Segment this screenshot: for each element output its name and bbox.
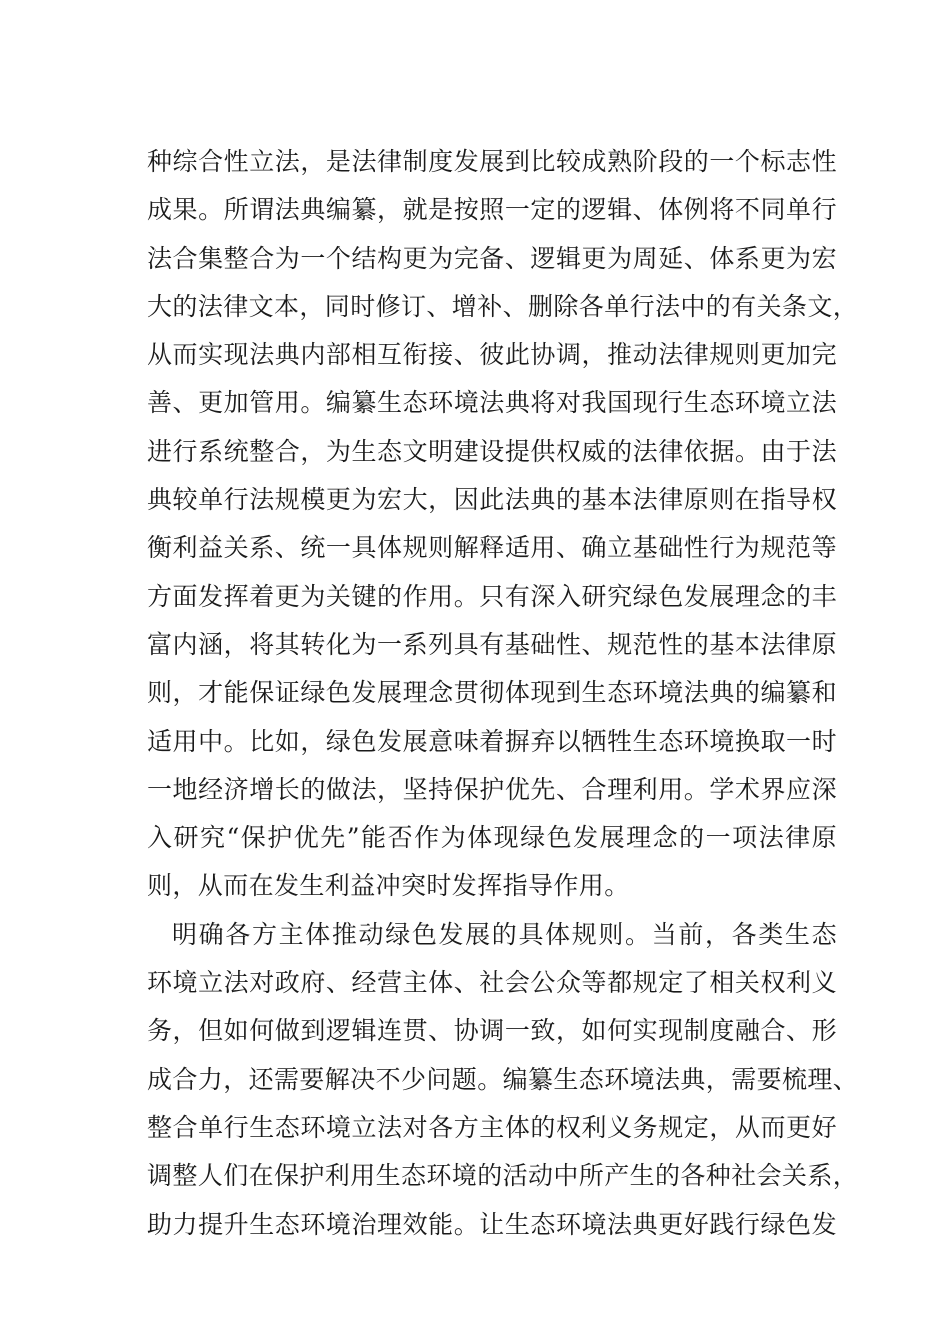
document-body: [147, 138, 859, 1249]
paragraph-2: [147, 911, 859, 1249]
paragraph-1: [147, 138, 859, 911]
text-line: 入研究“保护优先”能否作为体现绿色发展理念的一项法律原: [147, 823, 837, 853]
text-line: 善、更加管用。编纂生态环境法典将对我国现行生态环境立法: [147, 388, 837, 418]
text-line: 法合集整合为一个结构更为完备、逻辑更为周延、体系更为宏: [147, 243, 837, 273]
text-line: 务，但如何做到逻辑连贯、协调一致，如何实现制度融合、形: [147, 1016, 837, 1046]
text-line: 典较单行法规模更为宏大，因此法典的基本法律原则在指导权: [147, 485, 837, 515]
text-line: 则，才能保证绿色发展理念贯彻体现到生态环境法典的编纂和: [147, 678, 837, 708]
text-line: 一地经济增长的做法，坚持保护优先、合理利用。学术界应深: [147, 774, 837, 804]
text-line: 方面发挥着更为关键的作用。只有深入研究绿色发展理念的丰: [147, 581, 837, 611]
text-line: 则，从而在发生利益冲突时发挥指导作用。: [147, 871, 630, 901]
text-line: 调整人们在保护利用生态环境的活动中所产生的各种社会关系，: [147, 1161, 859, 1191]
text-line: 从而实现法典内部相互衔接、彼此协调，推动法律规则更加完: [147, 340, 837, 370]
text-line: 成果。所谓法典编纂，就是按照一定的逻辑、体例将不同单行: [147, 195, 837, 225]
text-line: 成合力，还需要解决不少问题。编纂生态环境法典，需要梳理、: [147, 1064, 859, 1094]
text-line: 进行系统整合，为生态文明建设提供权威的法律依据。由于法: [147, 436, 837, 466]
text-line: 整合单行生态环境立法对各方主体的权利义务规定，从而更好: [147, 1112, 837, 1142]
text-line: 种综合性立法，是法律制度发展到比较成熟阶段的一个标志性: [147, 147, 837, 176]
text-line: 明确各方主体推动绿色发展的具体规则。当前，各类生态: [172, 919, 837, 949]
text-line: 大的法律文本，同时修订、增补、删除各单行法中的有关条文，: [147, 291, 859, 321]
text-line: 富内涵，将其转化为一系列具有基础性、规范性的基本法律原: [147, 629, 837, 659]
text-line: 适用中。比如，绿色发展意味着摒弃以牺牲生态环境换取一时: [147, 726, 837, 756]
text-line: 助力提升生态环境治理效能。让生态环境法典更好践行绿色发: [147, 1209, 837, 1239]
text-line: 环境立法对政府、经营主体、社会公众等都规定了相关权利义: [147, 968, 837, 998]
text-line: 衡利益关系、统一具体规则解释适用、确立基础性行为规范等: [147, 533, 837, 563]
